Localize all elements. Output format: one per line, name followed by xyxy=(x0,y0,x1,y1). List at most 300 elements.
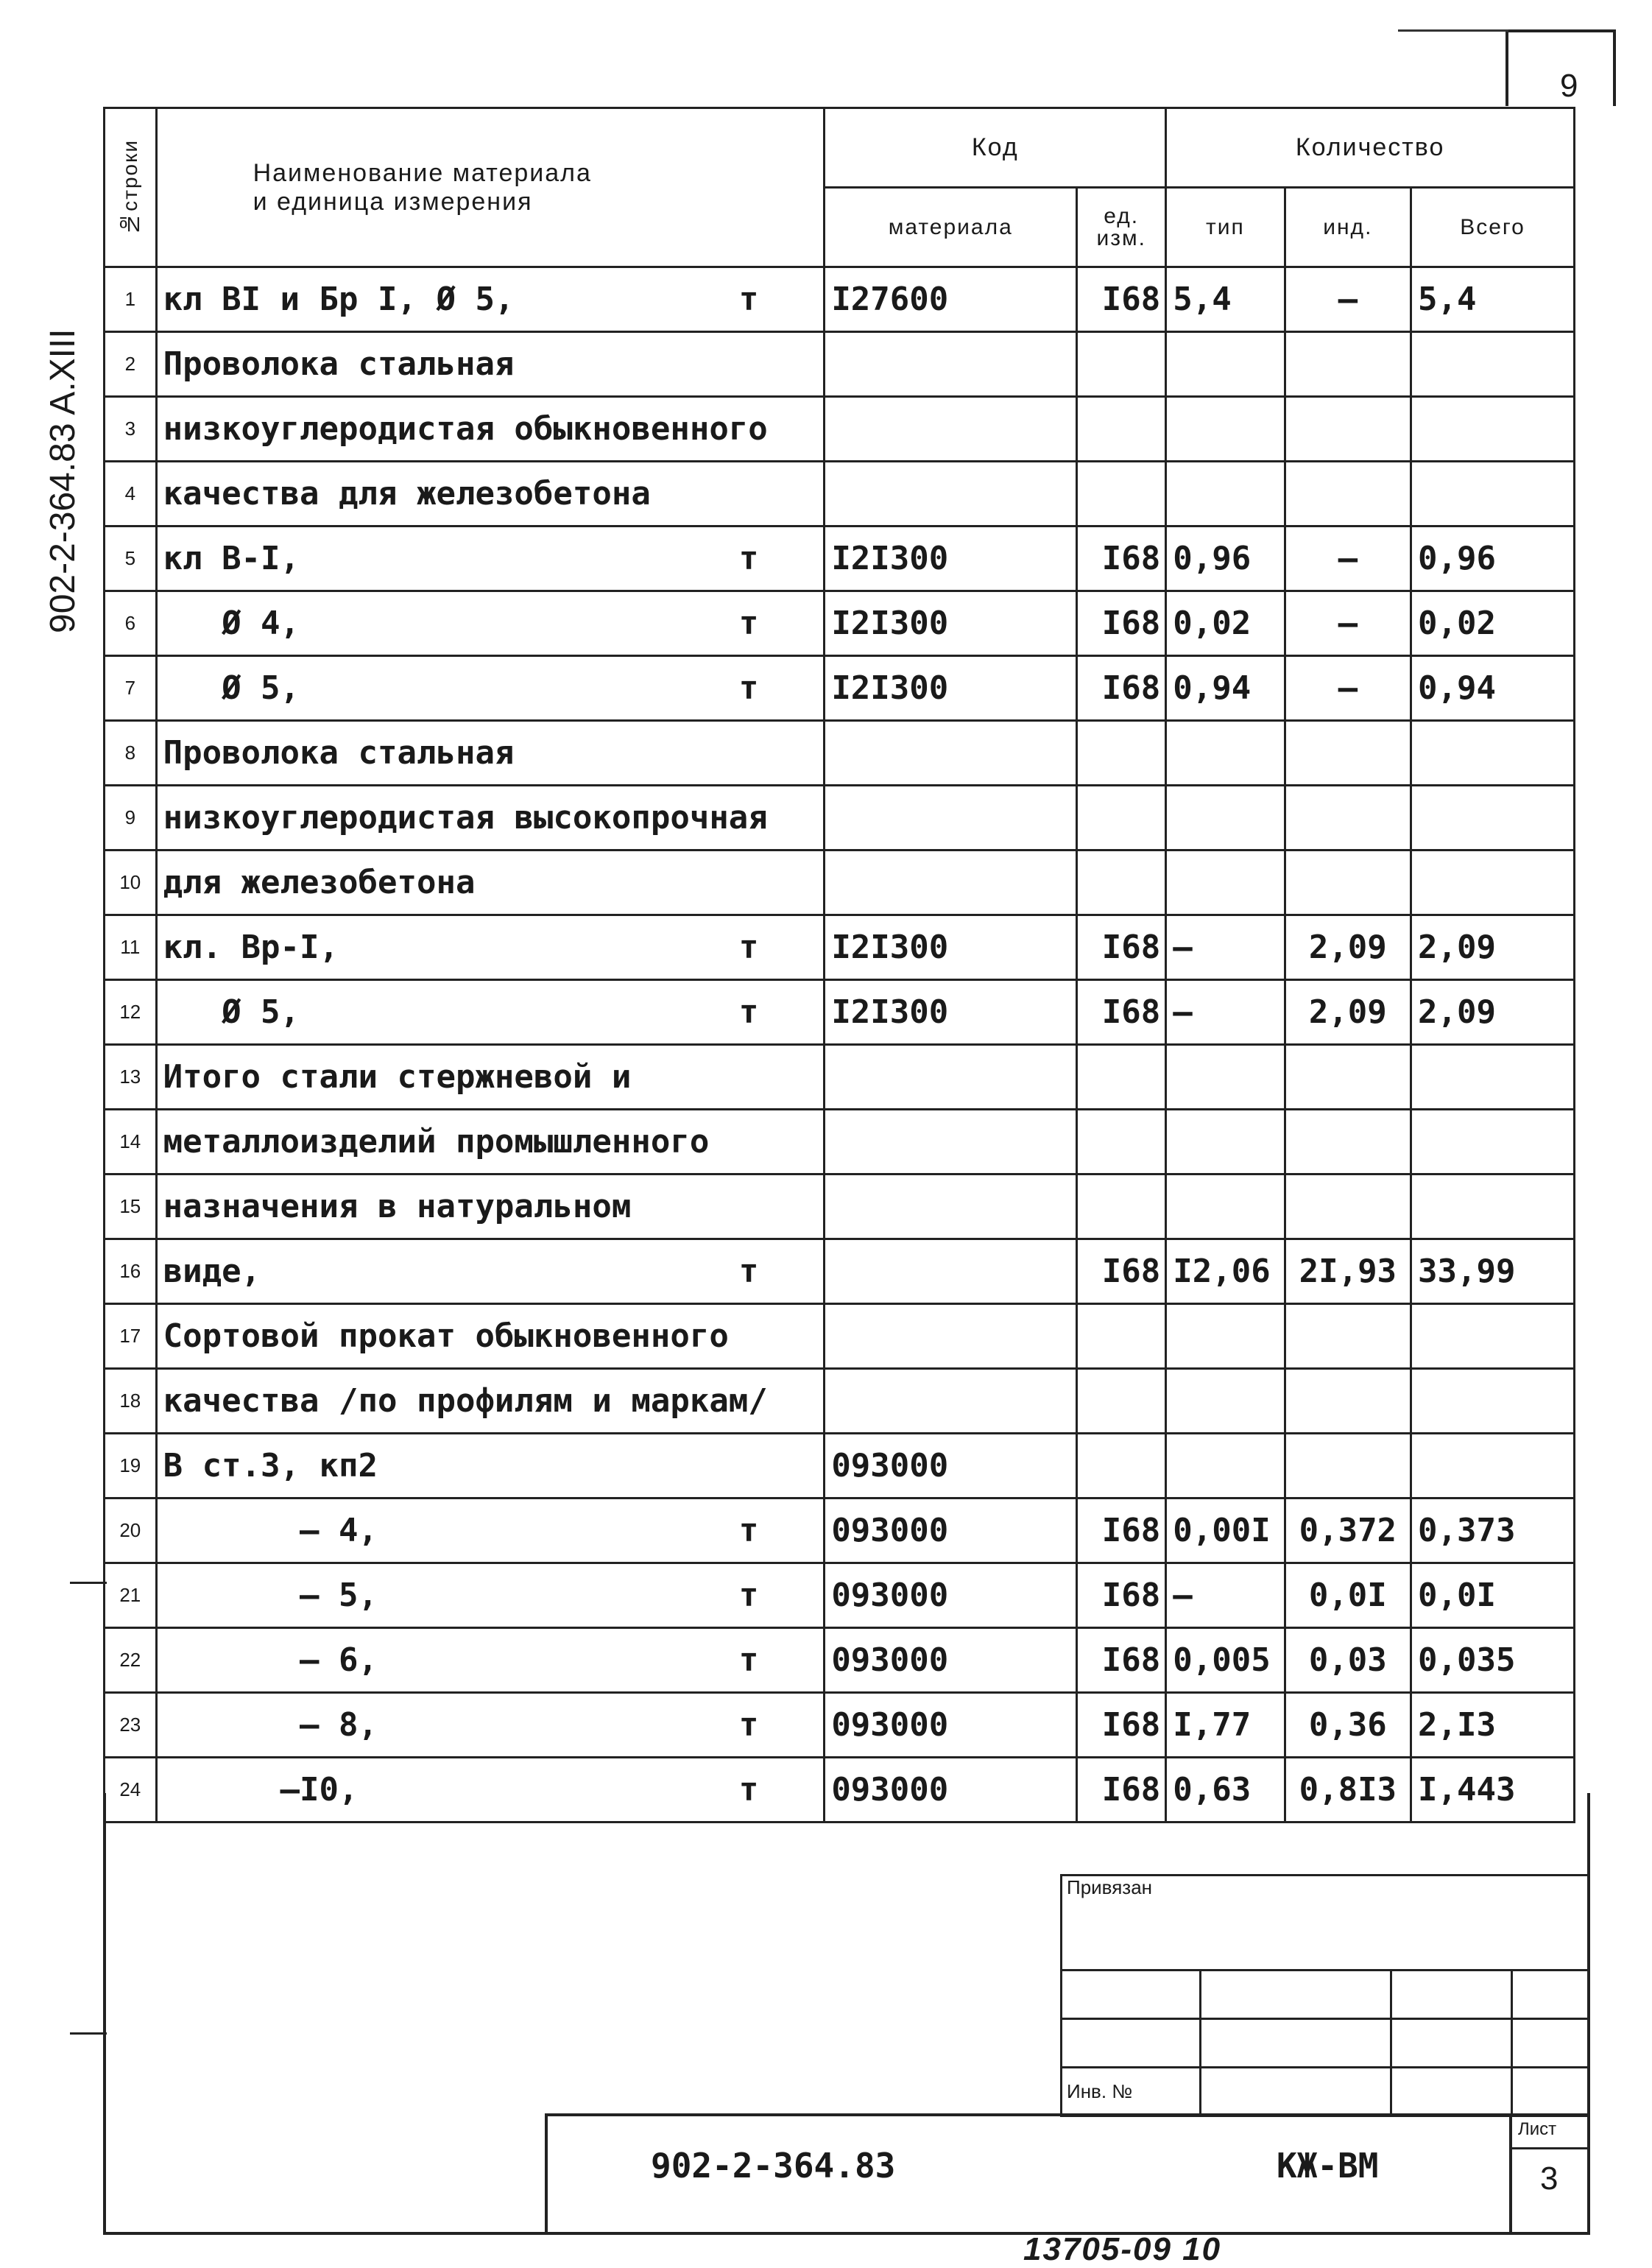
measure-unit: т xyxy=(738,1641,759,1679)
row-number: 4 xyxy=(124,482,136,504)
qty-total-cell xyxy=(1411,1563,1575,1628)
row-number-cell xyxy=(105,1693,157,1758)
table-row xyxy=(105,1304,1575,1369)
qty-total-cell xyxy=(1411,591,1575,656)
measure-unit: т xyxy=(738,605,759,642)
qty-total-cell xyxy=(1411,721,1575,786)
name-cell xyxy=(156,1693,825,1758)
name-header: Наименование материала и единица измерения xyxy=(156,108,825,267)
row-number: 12 xyxy=(119,1001,141,1023)
side-document-code: 902-2-364.83 A.XIII xyxy=(43,328,82,633)
material-code-cell xyxy=(825,980,1077,1045)
qty-typ-cell xyxy=(1166,786,1285,850)
qty-total-cell xyxy=(1411,267,1575,332)
unit-code-cell xyxy=(1077,1369,1166,1434)
unit-code: I68 xyxy=(1101,1771,1161,1809)
unit-code-cell xyxy=(1077,526,1166,591)
unit-code: I68 xyxy=(1101,1706,1161,1744)
table-row xyxy=(105,786,1575,850)
qty-ind-cell xyxy=(1285,332,1411,397)
qty-ind: – xyxy=(1338,281,1358,318)
material-code-cell xyxy=(825,1693,1077,1758)
unit-code-cell xyxy=(1077,462,1166,526)
qty-total: 0,02 xyxy=(1418,605,1497,642)
unit-code-cell xyxy=(1077,1498,1166,1563)
qty-total-cell xyxy=(1411,786,1575,850)
material-code-cell xyxy=(825,1045,1077,1110)
material-code-cell xyxy=(825,526,1077,591)
qty-typ-cell xyxy=(1166,267,1285,332)
qty-ind-cell xyxy=(1285,850,1411,915)
code-material-header: материала xyxy=(825,188,1077,267)
table-row xyxy=(105,980,1575,1045)
row-number-cell xyxy=(105,786,157,850)
material-name: виде, xyxy=(163,1253,261,1290)
qty-ind-cell xyxy=(1285,1434,1411,1498)
qty-total-cell xyxy=(1411,1628,1575,1693)
bound-label: Привязан xyxy=(1062,1876,1589,1971)
qty-typ-cell xyxy=(1166,721,1285,786)
name-cell xyxy=(156,850,825,915)
row-number-cell xyxy=(105,526,157,591)
code-group-header: Код xyxy=(825,108,1166,188)
row-number: 3 xyxy=(124,418,136,440)
quantity-group-header: Количество xyxy=(1166,108,1575,188)
material-name: кл. Вр-I, xyxy=(163,929,339,966)
unit-code-cell xyxy=(1077,1628,1166,1693)
qty-typ: I2,06 xyxy=(1173,1253,1271,1290)
qty-typ-cell xyxy=(1166,1110,1285,1174)
material-code-cell xyxy=(825,786,1077,850)
name-cell xyxy=(156,267,825,332)
row-number: 9 xyxy=(124,806,136,828)
table-row xyxy=(105,1628,1575,1693)
qty-total-cell xyxy=(1411,850,1575,915)
row-number: 14 xyxy=(119,1130,141,1152)
table-row xyxy=(105,1110,1575,1174)
material-code-cell xyxy=(825,850,1077,915)
qty-ind-cell xyxy=(1285,1110,1411,1174)
material-name: Проволока стальная xyxy=(163,345,515,383)
material-code: I2I300 xyxy=(831,993,949,1031)
qty-total-cell xyxy=(1411,915,1575,980)
name-cell xyxy=(156,721,825,786)
qty-ind-cell xyxy=(1285,721,1411,786)
material-name: Ø 4, xyxy=(163,605,300,642)
name-cell xyxy=(156,462,825,526)
row-number: 17 xyxy=(119,1325,141,1347)
qty-ind-cell xyxy=(1285,915,1411,980)
material-name: – 5, xyxy=(163,1577,378,1614)
qty-typ-cell xyxy=(1166,850,1285,915)
qty-typ-cell xyxy=(1166,1693,1285,1758)
table-row xyxy=(105,1693,1575,1758)
row-number: 16 xyxy=(119,1260,141,1282)
qty-typ-cell xyxy=(1166,1563,1285,1628)
qty-typ: 0,00I xyxy=(1173,1512,1271,1549)
qty-typ-cell xyxy=(1166,1434,1285,1498)
material-name: –I0, xyxy=(163,1771,359,1809)
row-number-cell xyxy=(105,397,157,462)
name-cell xyxy=(156,397,825,462)
qty-total: 2,09 xyxy=(1418,993,1497,1031)
sheet-number: 3 xyxy=(1540,2160,1559,2197)
qty-typ-cell xyxy=(1166,526,1285,591)
unit-code: I68 xyxy=(1101,1641,1161,1679)
material-spec-table xyxy=(103,107,1575,1823)
material-code-cell xyxy=(825,332,1077,397)
unit-code-cell xyxy=(1077,1239,1166,1304)
material-code: I2I300 xyxy=(831,669,949,707)
qty-ind-cell xyxy=(1285,1693,1411,1758)
qty-typ: 0,02 xyxy=(1173,605,1252,642)
row-number-cell xyxy=(105,1369,157,1434)
material-name: – 6, xyxy=(163,1641,378,1679)
title-block xyxy=(545,2113,1590,2235)
qty-ind: 2,09 xyxy=(1308,993,1387,1031)
unit-code: I68 xyxy=(1101,540,1161,577)
row-number: 23 xyxy=(119,1714,141,1736)
row-number-cell xyxy=(105,1239,157,1304)
qty-ind: 2I,93 xyxy=(1299,1253,1397,1290)
material-code-cell xyxy=(825,1628,1077,1693)
material-name: металлоизделий промышленного xyxy=(163,1123,710,1161)
qty-total: 0,035 xyxy=(1418,1641,1516,1679)
sheet-label: Лист xyxy=(1518,2119,1557,2139)
qty-ind: – xyxy=(1338,540,1358,577)
qty-ind-cell xyxy=(1285,526,1411,591)
qty-ind-cell xyxy=(1285,1304,1411,1369)
row-number: 8 xyxy=(124,742,136,764)
qty-typ-cell xyxy=(1166,1628,1285,1693)
qty-typ: – xyxy=(1173,1577,1193,1614)
material-code: 093000 xyxy=(831,1706,949,1744)
name-cell xyxy=(156,1563,825,1628)
material-name: низкоуглеродистая высокопрочная xyxy=(163,799,768,837)
material-code: I27600 xyxy=(831,281,949,318)
table-row xyxy=(105,1498,1575,1563)
table-row xyxy=(105,591,1575,656)
unit-code: I68 xyxy=(1101,1577,1161,1614)
material-code-cell xyxy=(825,721,1077,786)
unit-code-cell xyxy=(1077,1434,1166,1498)
material-code: 093000 xyxy=(831,1512,949,1549)
qty-total: 2,09 xyxy=(1418,929,1497,966)
unit-code-cell xyxy=(1077,656,1166,721)
qty-ind: 0,372 xyxy=(1299,1512,1397,1549)
row-number: 20 xyxy=(119,1519,141,1541)
row-number-cell xyxy=(105,1045,157,1110)
table-row xyxy=(105,267,1575,332)
row-number-cell xyxy=(105,1174,157,1239)
qty-ind-cell xyxy=(1285,1628,1411,1693)
qty-total-cell xyxy=(1411,1498,1575,1563)
row-number-cell xyxy=(105,850,157,915)
material-name: Сортовой прокат обыкновенного xyxy=(163,1317,729,1355)
qty-total-header: Всего xyxy=(1411,188,1575,267)
name-cell xyxy=(156,1434,825,1498)
qty-typ: – xyxy=(1173,993,1193,1031)
material-name: Итого стали стержневой и xyxy=(163,1058,632,1096)
qty-typ: 0,94 xyxy=(1173,669,1252,707)
unit-code-cell xyxy=(1077,850,1166,915)
unit-code-cell xyxy=(1077,980,1166,1045)
table-row xyxy=(105,1369,1575,1434)
qty-total-cell xyxy=(1411,656,1575,721)
name-cell xyxy=(156,786,825,850)
qty-total: 2,I3 xyxy=(1418,1706,1497,1744)
unit-code-cell xyxy=(1077,915,1166,980)
table-row xyxy=(105,462,1575,526)
qty-ind-cell xyxy=(1285,786,1411,850)
qty-total-cell xyxy=(1411,1110,1575,1174)
material-code-cell xyxy=(825,1563,1077,1628)
row-number-cell xyxy=(105,1563,157,1628)
qty-ind-cell xyxy=(1285,1174,1411,1239)
row-number-cell xyxy=(105,591,157,656)
qty-ind-cell xyxy=(1285,980,1411,1045)
table-row xyxy=(105,1239,1575,1304)
qty-total-cell xyxy=(1411,1174,1575,1239)
row-number: 21 xyxy=(119,1584,141,1606)
material-code-cell xyxy=(825,1369,1077,1434)
qty-ind: 0,0I xyxy=(1308,1577,1387,1614)
material-name: кл B-I, xyxy=(163,540,300,577)
name-cell xyxy=(156,656,825,721)
unit-code-cell xyxy=(1077,267,1166,332)
qty-total-cell xyxy=(1411,980,1575,1045)
unit-code-cell xyxy=(1077,1563,1166,1628)
row-number-cell xyxy=(105,332,157,397)
material-code-cell xyxy=(825,462,1077,526)
table-row xyxy=(105,850,1575,915)
row-number: 19 xyxy=(119,1454,141,1476)
name-cell xyxy=(156,980,825,1045)
measure-unit: т xyxy=(738,669,759,707)
material-code-cell xyxy=(825,1174,1077,1239)
material-name: – 4, xyxy=(163,1512,378,1549)
material-name: кл BI и Бр I, Ø 5, xyxy=(163,281,515,318)
qty-ind: 0,8I3 xyxy=(1299,1771,1397,1809)
qty-total-cell xyxy=(1411,397,1575,462)
material-code: I2I300 xyxy=(831,605,949,642)
margin-tick xyxy=(70,1582,107,1584)
margin-tick xyxy=(70,2032,107,2035)
qty-ind-cell xyxy=(1285,397,1411,462)
qty-typ-cell xyxy=(1166,1304,1285,1369)
material-code: I2I300 xyxy=(831,540,949,577)
unit-code-cell xyxy=(1077,786,1166,850)
qty-ind: 0,36 xyxy=(1308,1706,1387,1744)
row-number: 2 xyxy=(124,353,136,375)
unit-code-cell xyxy=(1077,332,1166,397)
name-cell xyxy=(156,591,825,656)
table-row xyxy=(105,526,1575,591)
material-code: I2I300 xyxy=(831,929,949,966)
material-name: назначения в натуральном xyxy=(163,1188,632,1225)
qty-typ-cell xyxy=(1166,591,1285,656)
row-number-cell xyxy=(105,1110,157,1174)
qty-total: 0,94 xyxy=(1418,669,1497,707)
name-cell xyxy=(156,1110,825,1174)
measure-unit: т xyxy=(738,993,759,1031)
qty-total-cell xyxy=(1411,1045,1575,1110)
qty-total-cell xyxy=(1411,462,1575,526)
qty-typ-cell xyxy=(1166,1045,1285,1110)
qty-total-cell xyxy=(1411,1239,1575,1304)
qty-total: 33,99 xyxy=(1418,1253,1516,1290)
inventory-number: 13705-09 10 xyxy=(1023,2231,1222,2267)
table-row xyxy=(105,1045,1575,1110)
qty-total-cell xyxy=(1411,526,1575,591)
table-row xyxy=(105,721,1575,786)
qty-ind: 2,09 xyxy=(1308,929,1387,966)
measure-unit: т xyxy=(738,1771,759,1809)
qty-typ: 0,63 xyxy=(1173,1771,1252,1809)
row-number-cell xyxy=(105,1498,157,1563)
material-code: 093000 xyxy=(831,1577,949,1614)
material-name: Ø 5, xyxy=(163,993,300,1031)
qty-typ: 5,4 xyxy=(1173,281,1232,318)
row-number: 10 xyxy=(119,871,141,893)
row-number: 7 xyxy=(124,677,136,699)
unit-code: I68 xyxy=(1101,1512,1161,1549)
qty-total: 0,96 xyxy=(1418,540,1497,577)
material-code-cell xyxy=(825,591,1077,656)
name-cell xyxy=(156,1174,825,1239)
qty-typ-cell xyxy=(1166,1498,1285,1563)
qty-ind-cell xyxy=(1285,656,1411,721)
binding-stamp xyxy=(1060,1874,1590,2117)
material-code-cell xyxy=(825,915,1077,980)
unit-code-cell xyxy=(1077,721,1166,786)
material-name: – 8, xyxy=(163,1706,378,1744)
unit-code-cell xyxy=(1077,1110,1166,1174)
measure-unit: т xyxy=(738,540,759,577)
qty-total: 0,0I xyxy=(1418,1577,1497,1614)
row-number-cell xyxy=(105,1628,157,1693)
row-number-header: №строки xyxy=(105,108,157,267)
qty-typ-cell xyxy=(1166,397,1285,462)
table-row xyxy=(105,1434,1575,1498)
material-name: качества для железобетона xyxy=(163,475,651,513)
name-cell xyxy=(156,1628,825,1693)
row-number-cell xyxy=(105,915,157,980)
row-number: 5 xyxy=(124,547,136,569)
measure-unit: т xyxy=(738,929,759,966)
qty-typ: – xyxy=(1173,929,1193,966)
unit-code-cell xyxy=(1077,1174,1166,1239)
qty-total-cell xyxy=(1411,1304,1575,1369)
qty-ind-cell xyxy=(1285,1239,1411,1304)
row-number-cell xyxy=(105,267,157,332)
unit-code: I68 xyxy=(1101,929,1161,966)
qty-total-cell xyxy=(1411,1369,1575,1434)
qty-ind-cell xyxy=(1285,1563,1411,1628)
qty-total-cell xyxy=(1411,1434,1575,1498)
inv-label: Инв. № xyxy=(1062,2067,1201,2116)
name-cell xyxy=(156,1045,825,1110)
measure-unit: т xyxy=(738,1253,759,1290)
qty-typ: I,77 xyxy=(1173,1706,1252,1744)
qty-typ-cell xyxy=(1166,915,1285,980)
table-row xyxy=(105,656,1575,721)
qty-ind-cell xyxy=(1285,267,1411,332)
measure-unit: т xyxy=(738,1706,759,1744)
material-name: для железобетона xyxy=(163,864,476,901)
row-number: 1 xyxy=(124,288,136,310)
row-number: 6 xyxy=(124,612,136,634)
measure-unit: т xyxy=(738,1512,759,1549)
row-number-cell xyxy=(105,980,157,1045)
material-name: качества /по профилям и маркам/ xyxy=(163,1382,768,1420)
row-number: 13 xyxy=(119,1066,141,1088)
code-unit-header: ед. изм. xyxy=(1077,188,1166,267)
qty-total: 0,373 xyxy=(1418,1512,1516,1549)
name-cell xyxy=(156,1304,825,1369)
unit-code: I68 xyxy=(1101,605,1161,642)
row-number: 18 xyxy=(119,1390,141,1412)
table-row xyxy=(105,1563,1575,1628)
material-code-cell xyxy=(825,1434,1077,1498)
unit-code-cell xyxy=(1077,1304,1166,1369)
material-name: В ст.3, кп2 xyxy=(163,1447,378,1485)
measure-unit: т xyxy=(738,281,759,318)
unit-code-cell xyxy=(1077,591,1166,656)
table-row xyxy=(105,397,1575,462)
material-name: Ø 5, xyxy=(163,669,300,707)
name-cell xyxy=(156,915,825,980)
name-cell xyxy=(156,1239,825,1304)
unit-code: I68 xyxy=(1101,669,1161,707)
material-code: 093000 xyxy=(831,1447,949,1485)
material-code-cell xyxy=(825,1239,1077,1304)
qty-typ: 0,96 xyxy=(1173,540,1252,577)
table-row xyxy=(105,332,1575,397)
material-code: 093000 xyxy=(831,1771,949,1809)
unit-code-cell xyxy=(1077,1045,1166,1110)
document-code: 902-2-364.83 xyxy=(651,2146,896,2186)
qty-total-cell xyxy=(1411,332,1575,397)
row-number-cell xyxy=(105,462,157,526)
qty-typ-cell xyxy=(1166,980,1285,1045)
sheet-box xyxy=(1509,2116,1590,2235)
row-number-cell xyxy=(105,1304,157,1369)
row-number-cell xyxy=(105,656,157,721)
row-number: 11 xyxy=(120,936,141,958)
qty-total-cell xyxy=(1411,1693,1575,1758)
qty-ind-cell xyxy=(1285,591,1411,656)
qty-typ-cell xyxy=(1166,1239,1285,1304)
qty-typ-cell xyxy=(1166,656,1285,721)
table-row xyxy=(105,915,1575,980)
row-number: 24 xyxy=(119,1778,141,1800)
qty-typ: 0,005 xyxy=(1173,1641,1271,1679)
page-number-box xyxy=(1505,29,1616,106)
document-mark: КЖ-ВМ xyxy=(1277,2146,1379,2186)
material-code-cell xyxy=(825,397,1077,462)
row-number: 15 xyxy=(119,1195,141,1217)
material-code-cell xyxy=(825,1304,1077,1369)
qty-ind-cell xyxy=(1285,1369,1411,1434)
qty-typ-cell xyxy=(1166,462,1285,526)
qty-total: 5,4 xyxy=(1418,281,1477,318)
material-code-cell xyxy=(825,656,1077,721)
row-number-cell xyxy=(105,1434,157,1498)
row-number-cell xyxy=(105,721,157,786)
unit-code-cell xyxy=(1077,1693,1166,1758)
name-cell xyxy=(156,332,825,397)
